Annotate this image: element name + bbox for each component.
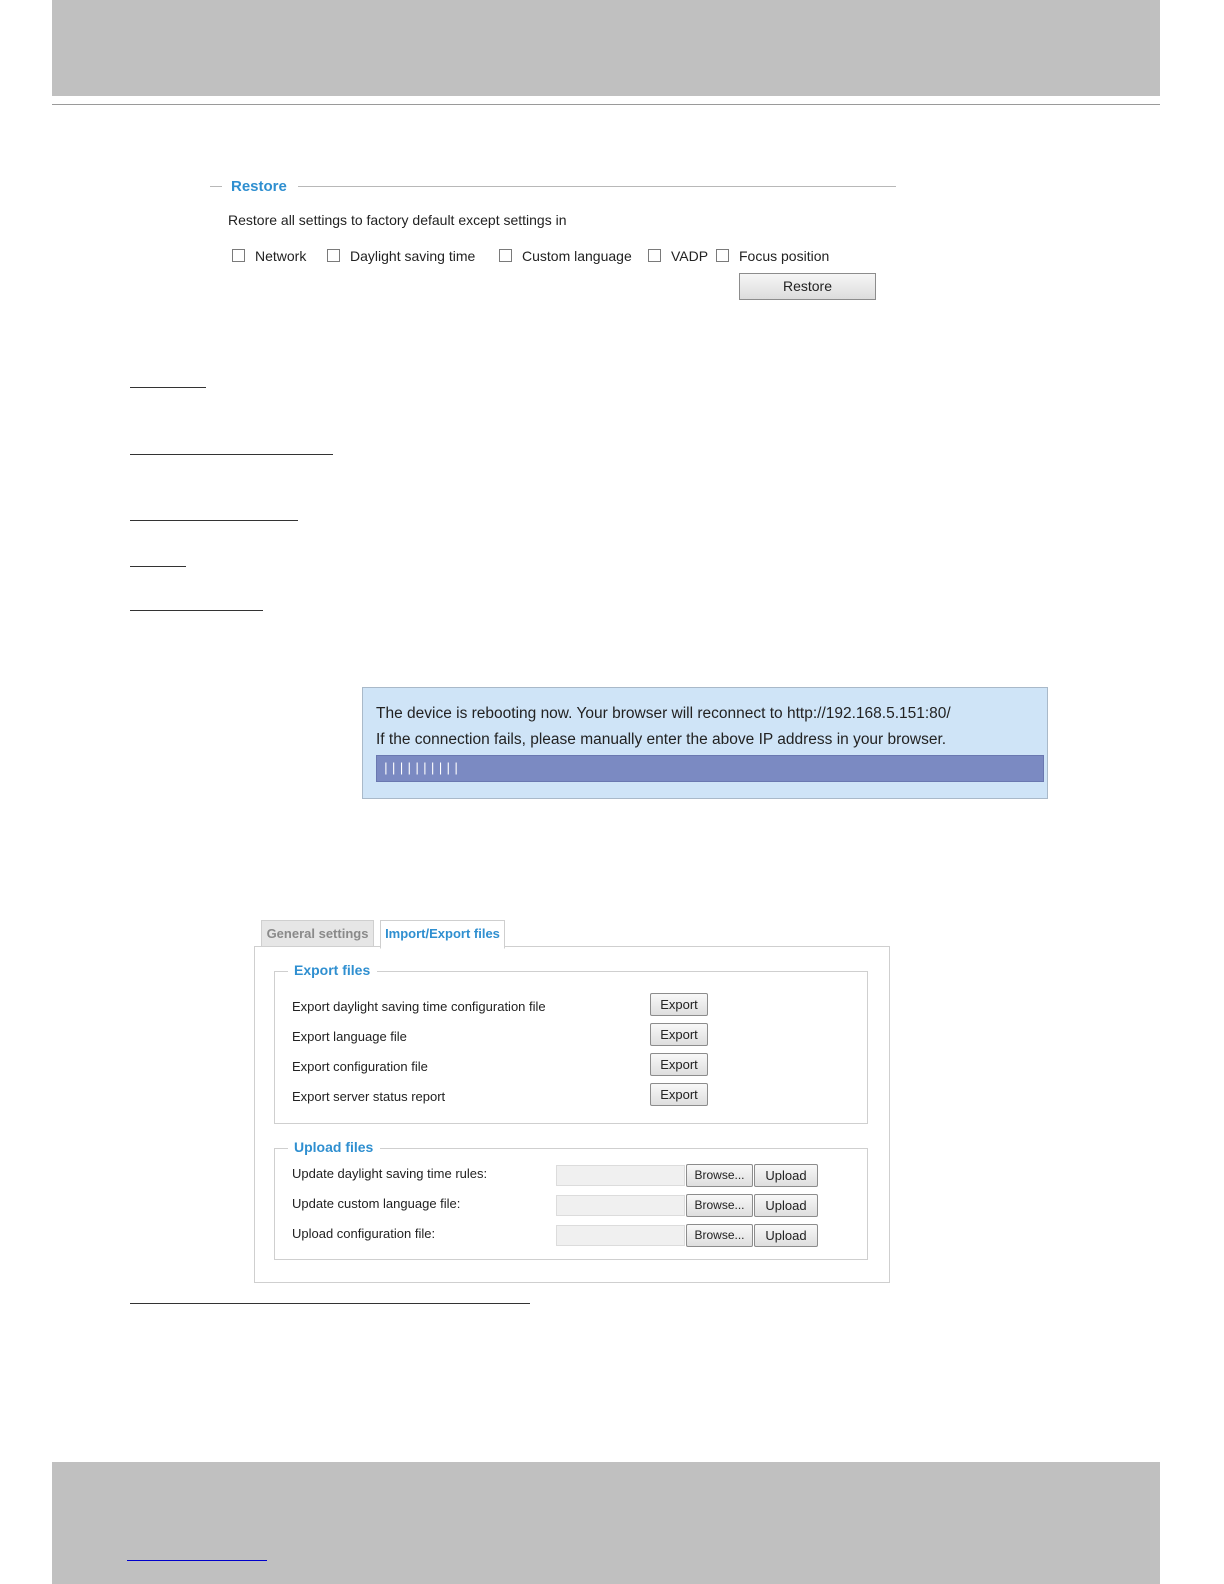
reboot-progress-bar	[376, 755, 1044, 782]
restore-description: Restore all settings to factory default except settings in	[228, 212, 567, 228]
progress-ticks: ||||||||||	[382, 761, 461, 776]
upload-config-label: Upload configuration file:	[292, 1226, 436, 1241]
page-footer-band	[52, 1462, 1160, 1584]
export-language-label: Export language file	[292, 1029, 407, 1044]
export-language-button[interactable]: Export	[650, 1023, 708, 1046]
upload-config-upload-button[interactable]: Upload	[754, 1224, 818, 1247]
export-files-legend: Export files	[288, 962, 377, 978]
upload-language-file-input[interactable]	[556, 1195, 685, 1216]
underline-2	[130, 454, 333, 455]
upload-language-label: Update custom language file:	[292, 1196, 461, 1211]
export-status-button[interactable]: Export	[650, 1083, 708, 1106]
upload-files-group	[274, 1139, 868, 1260]
export-dst-button[interactable]: Export	[650, 993, 708, 1016]
restore-section	[210, 176, 896, 306]
vadp-checkbox[interactable]	[648, 249, 661, 262]
daylight-saving-label: Daylight saving time	[350, 248, 476, 264]
network-checkbox[interactable]	[232, 249, 245, 262]
export-files-group	[274, 962, 868, 1124]
underline-1	[130, 387, 206, 388]
footer-link[interactable]	[127, 1546, 267, 1561]
export-config-button[interactable]: Export	[650, 1053, 708, 1076]
upload-dst-browse-button[interactable]: Browse...	[686, 1164, 753, 1187]
custom-language-checkbox[interactable]	[499, 249, 512, 262]
legend-line-right	[298, 186, 896, 187]
custom-language-label: Custom language	[522, 248, 632, 264]
upload-language-browse-button[interactable]: Browse...	[686, 1194, 753, 1217]
daylight-saving-checkbox[interactable]	[327, 249, 340, 262]
export-dst-label: Export daylight saving time configuration file	[292, 999, 546, 1014]
network-label: Network	[255, 248, 307, 264]
upload-config-browse-button[interactable]: Browse...	[686, 1224, 753, 1247]
upload-dst-label: Update daylight saving time rules:	[292, 1166, 488, 1181]
header-divider	[52, 104, 1160, 105]
restore-legend: Restore	[231, 178, 287, 195]
reboot-message-line1: The device is rebooting now. Your browser will reconnect to http://192.168.5.151:80/	[376, 705, 951, 722]
import-export-panel	[254, 946, 890, 1283]
tab-import-export-files[interactable]: Import/Export files	[380, 920, 505, 949]
underline-3	[130, 520, 298, 521]
maintenance-tabs	[254, 918, 890, 1283]
restore-button[interactable]: Restore	[739, 273, 876, 300]
legend-line-left	[210, 186, 222, 187]
upload-files-legend: Upload files	[288, 1139, 380, 1155]
underline-5	[130, 610, 263, 611]
export-config-label: Export configuration file	[292, 1059, 428, 1074]
upload-dst-upload-button[interactable]: Upload	[754, 1164, 818, 1187]
focus-position-checkbox[interactable]	[716, 249, 729, 262]
underline-4	[130, 566, 186, 567]
export-status-label: Export server status report	[292, 1089, 446, 1104]
upload-language-upload-button[interactable]: Upload	[754, 1194, 818, 1217]
page-header-band	[52, 0, 1160, 96]
underline-6	[130, 1303, 530, 1304]
reboot-message-line2: If the connection fails, please manually enter the above IP address in your browser.	[376, 731, 947, 748]
reboot-dialog	[362, 687, 1048, 799]
vadp-label: VADP	[671, 248, 709, 264]
upload-dst-file-input[interactable]	[556, 1165, 685, 1186]
focus-position-label: Focus position	[739, 248, 830, 264]
upload-config-file-input[interactable]	[556, 1225, 685, 1246]
tab-general-settings[interactable]: General settings	[261, 920, 374, 947]
